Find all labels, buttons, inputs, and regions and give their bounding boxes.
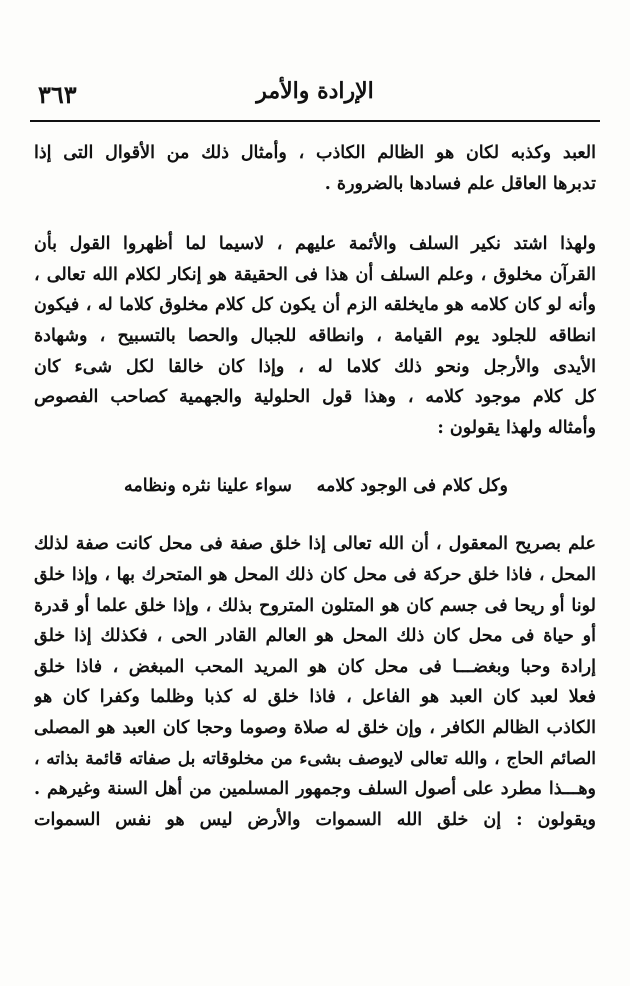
paragraph-gap [34,503,596,529]
text-line: القرآن مخلوق ، وعلم السلف أن هذا فى الحقيقة هو إنكار لكلام الله تعالى ، [34,264,596,285]
verse-line [34,469,596,503]
text-line: وأمثاله ولهذا يقولون : [437,417,596,438]
text-line: وهـــذا مطرد على أصول السلف وجمهور المسلمين من أهل السنة وغيرهم . [34,779,596,800]
paragraph-gap [34,443,596,469]
text-line: أو حياة فى محل كان ذلك المحل هو العالم القادر الحى ، فكذلك إذا خلق [34,626,596,647]
text-line: الكاذب الظالم الكافر ، وإن خلق له صلاة وصوما وحجا كان العبد هو المصلى [34,717,596,738]
chapter-title: الإرادة والأمر [256,78,374,104]
text-line: العبد وكذبه لكان هو الظالم الكاذب ، وأمثال ذلك من الأقوال التى إذا [34,143,596,163]
verse-first-hemistich: وكل كلام فى الوجود كلامه [316,476,508,497]
paragraph-gap [34,199,596,229]
text-line: الصائم الحاج ، والله تعالى لايوصف بشىء من مخلوقاته بل صفاته قائمة بذاته ، [34,748,596,769]
text-line: لونا أو ريحا فى جسم كان هو المتلون المتروح بذلك ، وإذا خلق علما أو قدرة [34,595,596,616]
text-line: تدبرها العاقل علم فسادها بالضرورة . [324,173,596,194]
text-line: علم بصريح المعقول ، أن الله تعالى إذا خلق صفة فى محل كانت صفة لذلك [34,534,596,555]
text-line: وأنه لو كان كلامه هو مايخلقه الزم أن يكون كل كلام مخلوق كلاما له ، فيكون [34,295,596,316]
text-line: فعلا لعبد كان العبد هو الفاعل ، فاذا خلق له كذبا وظلما وكفرا كان هو [34,687,596,708]
header-rule [30,120,600,122]
text-line: الأيدى والأرجل ونحو ذلك كلاما له ، وإذا كان خالقا لكل شىء كان [34,356,596,377]
running-head [30,78,600,116]
text-line: انطاقه للجلود يوم القيامة ، وانطاقه للجبال والحصا بالتسبيح ، وشهادة [34,325,596,346]
text-line: ويقولون : إن خلق الله السموات والأرض ليس هو نفس السموات [34,809,596,830]
text-line: ولهذا اشتد نكير السلف والأئمة عليهم ، لاسيما لما أظهروا القول بأن [34,234,596,255]
text-line: كل كلام موجود كلامه ، وهذا قول الحلولية والجهمية كصاحب الفصوص [34,387,596,408]
text-line: إرادة وحبا وبغضـــا فى محل كان هو المريد المحب المبغض ، فاذا خلق [34,656,596,677]
verse-second-hemistich: سواء علينا نثره ونظامه [124,476,292,497]
text-line: المحل ، فاذا خلق حركة فى محل كان ذلك المحل هو المتحرك بها ، وإذا خلق [34,564,596,585]
body-text [34,138,596,835]
page-number: ٣٦٣ [38,80,77,109]
